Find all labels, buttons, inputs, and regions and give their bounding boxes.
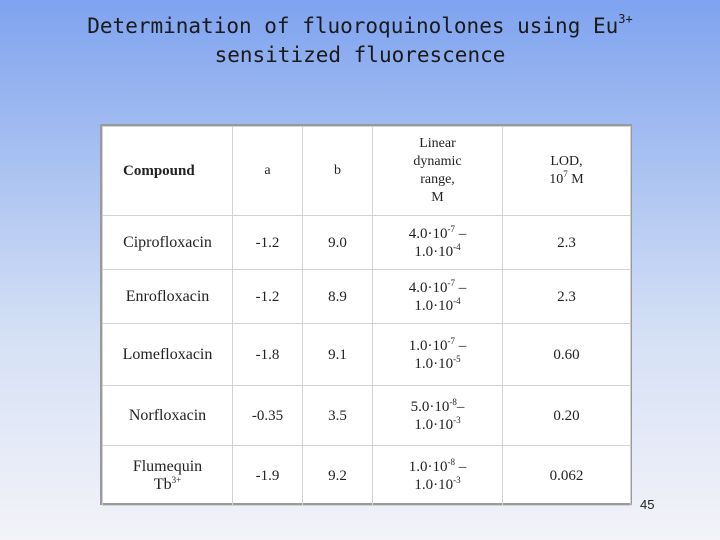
- compound-name: Norfloxacin: [103, 386, 233, 446]
- cell-a: -1.9: [233, 446, 303, 506]
- page-number: 45: [640, 497, 655, 512]
- compound-name: Enrofloxacin: [103, 270, 233, 324]
- header-compound: Compound: [103, 127, 233, 216]
- table-header-row: [103, 127, 631, 216]
- table-row: [103, 446, 631, 506]
- cell-linear-range: $1.0\cdot 10^{-8}$ – $1.0\cdot 10^{-3}$: [373, 446, 503, 506]
- cell-linear-range: $1.0\cdot 10^{-7}$ – $1.0\cdot 10^{-5}$: [373, 324, 503, 386]
- cell-lod: 0.062: [503, 446, 631, 506]
- cell-a: -0.35: [233, 386, 303, 446]
- cell-a: -1.2: [233, 270, 303, 324]
- header-b: b: [303, 127, 373, 216]
- cell-linear-range: $5.0\cdot 10^{-8}-$ $1.0\cdot 10^{-3}$: [373, 386, 503, 446]
- table-row: [103, 270, 631, 324]
- compound-name: Flumequin $Tb^{3+}$: [103, 446, 233, 506]
- compound-name: Ciprofloxacin: [103, 216, 233, 270]
- cell-lod: 2.3: [503, 270, 631, 324]
- title-line-2: sensitized fluorescence: [214, 43, 506, 67]
- header-lod: LOD, $10^7$ M: [503, 127, 631, 216]
- cell-lod: 0.20: [503, 386, 631, 446]
- header-a: a: [233, 127, 303, 216]
- compound-name: Lomefloxacin: [103, 324, 233, 386]
- cell-lod: 2.3: [503, 216, 631, 270]
- results-table-container: [100, 124, 632, 505]
- cell-a: -1.8: [233, 324, 303, 386]
- slide-title: [0, 12, 720, 70]
- cell-b: 9.0: [303, 216, 373, 270]
- title-line-1: Determination of fluoroquinolones using $Eu^{3+}$: [87, 12, 633, 38]
- cell-linear-range: $4.0\cdot 10^{-7}$ – $1.0\cdot 10^{-4}$: [373, 270, 503, 324]
- table-row: [103, 216, 631, 270]
- table-row: [103, 324, 631, 386]
- cell-linear-range: $4.0\cdot 10^{-7}$ – $1.0\cdot 10^{-4}$: [373, 216, 503, 270]
- cell-lod: 0.60: [503, 324, 631, 386]
- cell-b: 3.5: [303, 386, 373, 446]
- table-row: [103, 386, 631, 446]
- cell-b: 9.2: [303, 446, 373, 506]
- header-linear-range: Linear dynamic range, M: [373, 127, 503, 216]
- cell-a: -1.2: [233, 216, 303, 270]
- cell-b: 9.1: [303, 324, 373, 386]
- results-table: [102, 126, 631, 506]
- cell-b: 8.9: [303, 270, 373, 324]
